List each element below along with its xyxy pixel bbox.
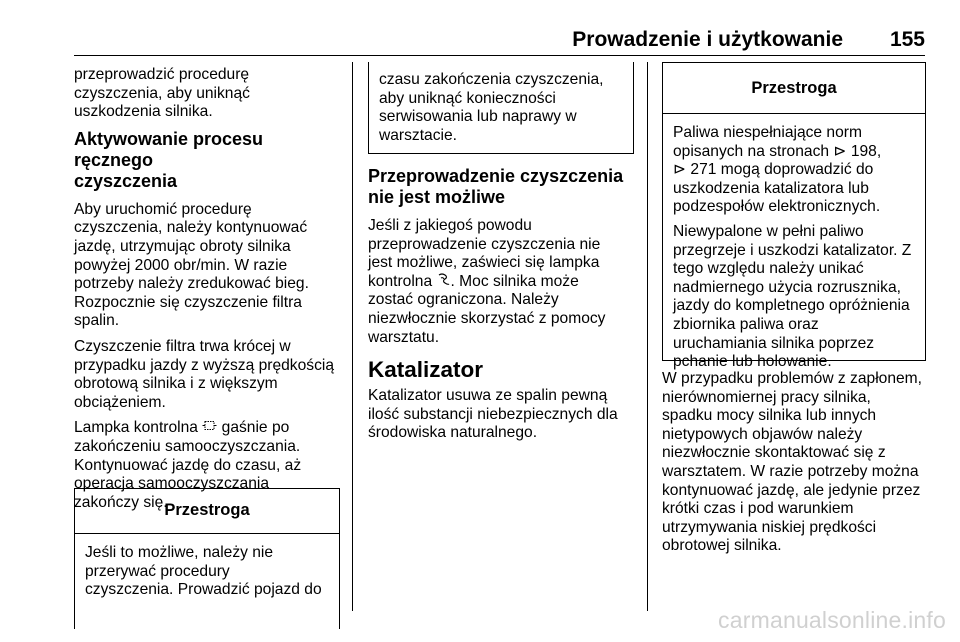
page-title: Prowadzenie i użytkowanie bbox=[572, 28, 843, 51]
text-line: Paliwa niespełniające norm bbox=[673, 124, 862, 141]
text-line: uszkodzenia katalizatora lub bbox=[673, 179, 869, 197]
text-line: przeprowadzenie czyszczenia nie bbox=[368, 235, 601, 253]
paragraph bbox=[662, 370, 932, 556]
text-line: pchanie lub holowanie. bbox=[673, 353, 832, 371]
text-line: czyszczenia. Prowadzić pojazd do bbox=[85, 581, 322, 599]
watermark: carmanualsonline.info bbox=[718, 607, 946, 633]
page-reference-arrow-icon: ⊳ bbox=[833, 142, 847, 160]
page-number: 155 bbox=[889, 28, 925, 51]
text-line: warsztatu. bbox=[368, 328, 440, 346]
filter-warning-icon-graphic bbox=[202, 419, 217, 432]
text-line: powyżej 2000 obr/min. W razie bbox=[74, 256, 288, 274]
text-line: przegrzeje i uszkodzi katalizator. Z bbox=[673, 241, 912, 259]
text-line: tego względu należy unikać bbox=[673, 260, 864, 278]
paragraph bbox=[74, 338, 340, 412]
heading-line: Przeprowadzenie czyszczenia bbox=[368, 166, 624, 186]
text-line: nierównomiernej pracy silnika, bbox=[662, 388, 871, 406]
glow-plug-icon-graphic bbox=[437, 273, 451, 286]
column-3 bbox=[662, 370, 932, 563]
warning-title: Przestroga bbox=[75, 489, 339, 534]
warning-box-continued bbox=[368, 62, 634, 154]
column-2 bbox=[368, 160, 636, 450]
text-line: przeprowadzić procedurę bbox=[74, 66, 250, 83]
warning-continued-body bbox=[369, 62, 633, 145]
text-fragment: gaśnie po bbox=[221, 419, 290, 437]
text-line: obciążeniem. bbox=[74, 393, 166, 411]
text-line: ilość substancji niebezpiecznych dla bbox=[368, 405, 618, 423]
text-line: operacja samooczyszczania bbox=[74, 475, 270, 493]
text-line: serwisowania lub naprawy w bbox=[379, 108, 577, 126]
text-line: aby uniknąć konieczności bbox=[379, 89, 556, 107]
text-line: czyszczenia, należy kontynuować bbox=[74, 219, 308, 237]
text-line: uszkodzenia silnika. bbox=[74, 103, 213, 121]
text-fragment: . Moc silnika może bbox=[450, 272, 579, 290]
paragraph bbox=[74, 201, 340, 331]
section-title-catalyst: Katalizator bbox=[368, 357, 484, 383]
text-line: Aby uruchomić procedurę bbox=[74, 200, 252, 218]
text-line: nadmiernego użycia rozrusznika, bbox=[673, 278, 901, 296]
warning-box-cleaning bbox=[74, 488, 340, 629]
column-divider-2 bbox=[647, 62, 648, 611]
text-line: zakończeniu samooczyszczania. bbox=[74, 437, 301, 455]
warning-box-fuel bbox=[662, 62, 926, 371]
text-line: jazdę, utrzymując obroty silnika bbox=[74, 237, 291, 255]
text-line: Jeśli z jakiegoś powodu bbox=[368, 217, 532, 234]
text-fragment: Lampka kontrolna bbox=[74, 419, 198, 437]
text-line: zakończy się. bbox=[74, 493, 168, 511]
column-divider-1 bbox=[352, 62, 353, 611]
section-heading-cleaning-impossible bbox=[368, 166, 636, 208]
text-line: czasu zakończenia czyszczenia, bbox=[379, 71, 604, 88]
text-line: Niewypalone w pełni paliwo bbox=[673, 222, 864, 240]
text-line: spalin. bbox=[74, 312, 120, 330]
heading-line: Aktywowanie procesu ręcznego bbox=[74, 128, 264, 170]
text-line: Rozpocznie się czyszczenie filtra bbox=[74, 293, 302, 311]
text-line: zostać ograniczona. Należy bbox=[368, 291, 559, 309]
text-fragment: kontrolna bbox=[368, 272, 433, 290]
text-line: Jeśli to możliwe, należy nie bbox=[85, 544, 274, 561]
text-line: W przypadku problemów z zapłonem, bbox=[662, 370, 923, 387]
text-line: Kontynuować jazdę do czasu, aż bbox=[74, 456, 302, 474]
text-line: warsztacie. bbox=[379, 126, 457, 144]
filter-warning-icon bbox=[202, 419, 217, 434]
text-line: Katalizator usuwa ze spalin pewną bbox=[368, 387, 608, 405]
heading-line: czyszczenia bbox=[74, 170, 178, 191]
page-reference-link[interactable]: 198, bbox=[850, 142, 882, 160]
text-line: spadku mocy silnika lub innych bbox=[662, 407, 877, 425]
text-line: kontynuować jazdę, ale jedynie przez bbox=[662, 481, 921, 499]
header-rule bbox=[74, 55, 925, 56]
section-heading-manual-cleaning bbox=[74, 129, 340, 192]
text-line: utrzymywania niskiej prędkości bbox=[662, 518, 877, 536]
text-fragment: opisanych na stronach bbox=[673, 142, 830, 160]
column-1 bbox=[74, 66, 340, 519]
intro-paragraph bbox=[74, 66, 340, 122]
warning-body bbox=[663, 114, 925, 386]
page-reference-link[interactable]: 271 mogą doprowadzić do bbox=[690, 161, 874, 179]
text-line: zbiornika paliwa oraz bbox=[673, 315, 819, 333]
text-line: obrotowej silnika. bbox=[662, 537, 782, 555]
text-line: uruchamiania silnika poprzez bbox=[673, 334, 875, 352]
text-line: Czyszczenie filtra trwa krócej w bbox=[74, 337, 291, 355]
warning-paragraph bbox=[673, 124, 917, 217]
text-line: przerywać procedury bbox=[85, 562, 230, 580]
page-reference-arrow-icon: ⊳ bbox=[673, 161, 687, 179]
warning-title: Przestroga bbox=[663, 63, 925, 114]
text-line: potrzeby należy zredukować bieg. bbox=[74, 275, 309, 293]
text-line: przypadku jazdy z wyższą prędkością bbox=[74, 356, 335, 374]
text-line: czyszczenia, aby uniknąć bbox=[74, 84, 250, 102]
text-line: środowiska naturalnego. bbox=[368, 424, 538, 442]
text-line: jazdy do kompletnego opróżnienia bbox=[673, 297, 910, 315]
paragraph bbox=[368, 387, 636, 443]
warning-body bbox=[75, 534, 339, 608]
text-line: krótki czas i pod warunkiem bbox=[662, 500, 854, 518]
text-line: jest możliwe, zaświeci się lampka bbox=[368, 254, 600, 272]
glow-plug-icon bbox=[437, 273, 451, 288]
text-line: podzespołów elektronicznych. bbox=[673, 198, 881, 216]
text-line: obrotową silnika i z większym bbox=[74, 375, 278, 393]
warning-paragraph bbox=[673, 223, 917, 372]
text-line: nietypowych objawów należy bbox=[662, 425, 863, 443]
text-line: niezwłocznie skontaktować się z bbox=[662, 444, 886, 462]
heading-line: nie jest możliwe bbox=[368, 187, 506, 207]
page-header bbox=[0, 28, 925, 54]
text-line: warsztatem. W razie potrzeby można bbox=[662, 462, 919, 480]
text-line: niezwłocznie skorzystać z pomocy bbox=[368, 309, 606, 327]
paragraph bbox=[368, 217, 636, 347]
